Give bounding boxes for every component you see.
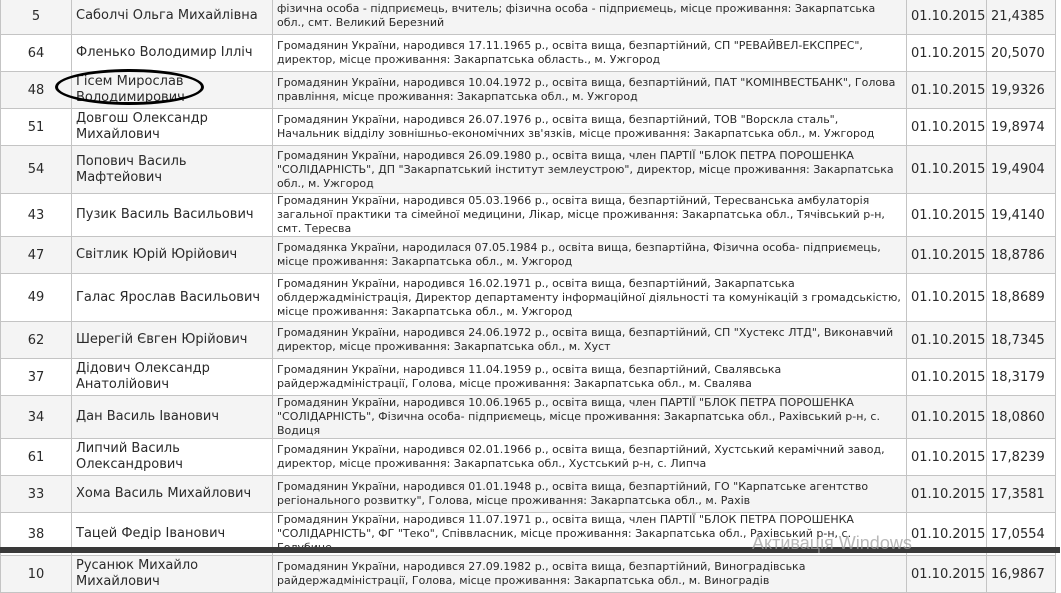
table-row — [1, 439, 1056, 476]
candidate-name: Дідович Олександр Анатолійович — [72, 359, 273, 396]
table-row — [1, 146, 1056, 194]
registration-date: 01.10.2015 — [907, 439, 987, 476]
registration-date: 01.10.2015 — [907, 35, 987, 72]
registration-date: 01.10.2015 — [907, 513, 987, 556]
candidate-info: Громадянин України, народився 05.03.1966 р., освіта вища, безпартійний, Тересванська амбулаторія загальної практики та сімейної медицини, Лікар, місце проживання: Закарпатська обл., Тячівський р-н, смт. Тересва — [273, 194, 907, 237]
registration-date: 01.10.2015 — [907, 396, 987, 439]
row-number: 33 — [1, 476, 72, 513]
row-number: 62 — [1, 322, 72, 359]
rating-score: 16,9867 — [987, 556, 1056, 593]
right-border — [1055, 0, 1061, 553]
row-number: 5 — [1, 0, 72, 35]
registration-date: 01.10.2015 — [907, 237, 987, 274]
candidate-info: Громадянин України, народився 16.02.1971 р., освіта вища, безпартійний, Закарпатська облдержадміністрація, Директор департаменту інформаційної діяльності та комунікацій з громадськістю, місце проживання: Закарпатська обл., м. Ужгород — [273, 274, 907, 322]
candidate-info: Громадянин України, народився 24.06.1972 р., освіта вища, безпартійний, СП "Хустекс ЛТД", Виконавчий директор, місце проживання: Закарпатська обл., м. Хуст — [273, 322, 907, 359]
rating-score: 18,8786 — [987, 237, 1056, 274]
candidate-name: Світлик Юрій Юрійович — [72, 237, 273, 274]
registration-date: 01.10.2015 — [907, 194, 987, 237]
candidate-name: Хома Василь Михайлович — [72, 476, 273, 513]
table-row — [1, 322, 1056, 359]
table-row — [1, 0, 1056, 35]
candidate-info: Громадянин України, народився 27.09.1982 р., освіта вища, безпартійний, Виноградівська райдержадміністрації, Голова, місце проживання: Закарпатська обл., м. Виноградів — [273, 556, 907, 593]
candidate-info: Громадянин України, народився 10.04.1972 р., освіта вища, безпартійний, ПАТ "КОМІНВЕСТБАНК", Голова правління, місце проживання: Закарпатська обл., м. Ужгород — [273, 72, 907, 109]
table-row — [1, 35, 1056, 72]
rating-score: 19,4140 — [987, 194, 1056, 237]
table-row — [1, 476, 1056, 513]
candidate-info: фізична особа - підприємець, вчитель; фізична особа - підприємець, місце проживання: Закарпатська обл., смт. Великий Березний — [273, 0, 907, 35]
registration-date: 01.10.2015 — [907, 556, 987, 593]
rating-score: 18,0860 — [987, 396, 1056, 439]
table-body — [1, 0, 1056, 593]
row-number: 38 — [1, 513, 72, 556]
registration-date: 01.10.2015 — [907, 476, 987, 513]
rating-score: 20,5070 — [987, 35, 1056, 72]
candidate-info: Громадянин України, народився 02.01.1966 р., освіта вища, безпартійний, Хустський керамічний завод, директор, місце проживання: Закарпатська обл., Хустський р-н, с. Липча — [273, 439, 907, 476]
rating-score: 17,3581 — [987, 476, 1056, 513]
rating-score: 17,8239 — [987, 439, 1056, 476]
registration-date: 01.10.2015 — [907, 109, 987, 146]
registration-date: 01.10.2015 — [907, 322, 987, 359]
candidate-name: Шерегій Євген Юрійович — [72, 322, 273, 359]
candidate-name: Тацей Федір Іванович — [72, 513, 273, 556]
row-number: 37 — [1, 359, 72, 396]
row-number: 49 — [1, 274, 72, 322]
registration-date: 01.10.2015 — [907, 274, 987, 322]
table-row — [1, 359, 1056, 396]
candidate-name: Галас Ярослав Васильович — [72, 274, 273, 322]
table-row — [1, 237, 1056, 274]
rating-score: 21,4385 — [987, 0, 1056, 35]
table-row — [1, 72, 1056, 109]
candidate-info: Громадянка України, народилася 07.05.1984 р., освіта вища, безпартійна, Фізична особа- підприємець, місце проживання: Закарпатська обл., м. Ужгород — [273, 237, 907, 274]
candidate-name: Фленько Володимир Ілліч — [72, 35, 273, 72]
registration-date: 01.10.2015 — [907, 146, 987, 194]
row-number: 34 — [1, 396, 72, 439]
table-row — [1, 396, 1056, 439]
row-number: 10 — [1, 556, 72, 593]
candidate-info: Громадянин України, народився 01.01.1948 р., освіта вища, безпартійний, ГО "Карпатське агентство регіонального розвитку", Голова, місце проживання: Закарпатська обл., м. Рахів — [273, 476, 907, 513]
row-number: 47 — [1, 237, 72, 274]
candidate-name: Гісем Мирослав Володимирович — [72, 72, 273, 109]
candidate-name: Попович Василь Мафтейович — [72, 146, 273, 194]
rating-score: 17,0554 — [987, 513, 1056, 556]
row-number: 43 — [1, 194, 72, 237]
table-row — [1, 194, 1056, 237]
rating-score: 19,4904 — [987, 146, 1056, 194]
candidate-name: Липчий Василь Олександрович — [72, 439, 273, 476]
candidate-info: Громадянин України, народився 26.07.1976 р., освіта вища, безпартійний, ТОВ "Ворскла сталь", Начальник відділу зовнішньо-економічних зв'язків, місце проживання: Закарпатська обл., м. Ужгород — [273, 109, 907, 146]
rating-score: 18,7345 — [987, 322, 1056, 359]
rating-score: 18,8689 — [987, 274, 1056, 322]
candidate-info: Громадянин України, народився 10.06.1965 р., освіта вища, член ПАРТІЇ "БЛОК ПЕТРА ПОРОШЕНКА "СОЛІДАРНІСТЬ", Фізична особа- підприємець, місце проживання: Закарпатська обл., Рахівський р-н, с. Водиця — [273, 396, 907, 439]
candidate-info: Громадянин України, народився 11.04.1959 р., освіта вища, безпартійний, Свалявська райдержадміністрації, Голова, місце проживання: Закарпатська обл., м. Свалява — [273, 359, 907, 396]
rating-score: 18,3179 — [987, 359, 1056, 396]
candidate-name: Пузик Василь Васильович — [72, 194, 273, 237]
row-number: 64 — [1, 35, 72, 72]
row-number: 61 — [1, 439, 72, 476]
registration-date: 01.10.2015 — [907, 0, 987, 35]
candidate-name: Саболчі Ольга Михайлівна — [72, 0, 273, 35]
candidate-name: Довгош Олександр Михайлович — [72, 109, 273, 146]
candidate-info: Громадянин України, народився 26.09.1980 р., освіта вища, член ПАРТІЇ "БЛОК ПЕТРА ПОРОШЕНКА "СОЛІДАРНІСТЬ", ДП "Закарпатський інститут землеустрою", директор, місце проживання: Закарпатська обл., м. Ужгород — [273, 146, 907, 194]
rating-score: 19,8974 — [987, 109, 1056, 146]
registration-date: 01.10.2015 — [907, 359, 987, 396]
candidate-name: Русанюк Михайло Михайлович — [72, 556, 273, 593]
windows-activation-watermark: Активація Windows — [752, 533, 912, 553]
table-row — [1, 556, 1056, 593]
rating-score: 19,9326 — [987, 72, 1056, 109]
row-number: 48 — [1, 72, 72, 109]
candidate-info: Громадянин України, народився 17.11.1965 р., освіта вища, безпартійний, СП "РЕВАЙВЕЛ-ЕКСПРЕС", директор, місце проживання: Закарпатська область., м. Ужгород — [273, 35, 907, 72]
registration-date: 01.10.2015 — [907, 72, 987, 109]
table-row — [1, 274, 1056, 322]
candidate-name: Дан Василь Іванович — [72, 396, 273, 439]
candidate-info: Громадянин України, народився 11.07.1971 р., освіта вища, член ПАРТІЇ "БЛОК ПЕТРА ПОРОШЕНКА "СОЛІДАРНІСТЬ", ФГ "Теко", Співвласник, місце проживання: Закарпатська обл., Рахівський р-н, с. — [273, 513, 907, 556]
row-number: 54 — [1, 146, 72, 194]
row-number: 51 — [1, 109, 72, 146]
table-row — [1, 109, 1056, 146]
